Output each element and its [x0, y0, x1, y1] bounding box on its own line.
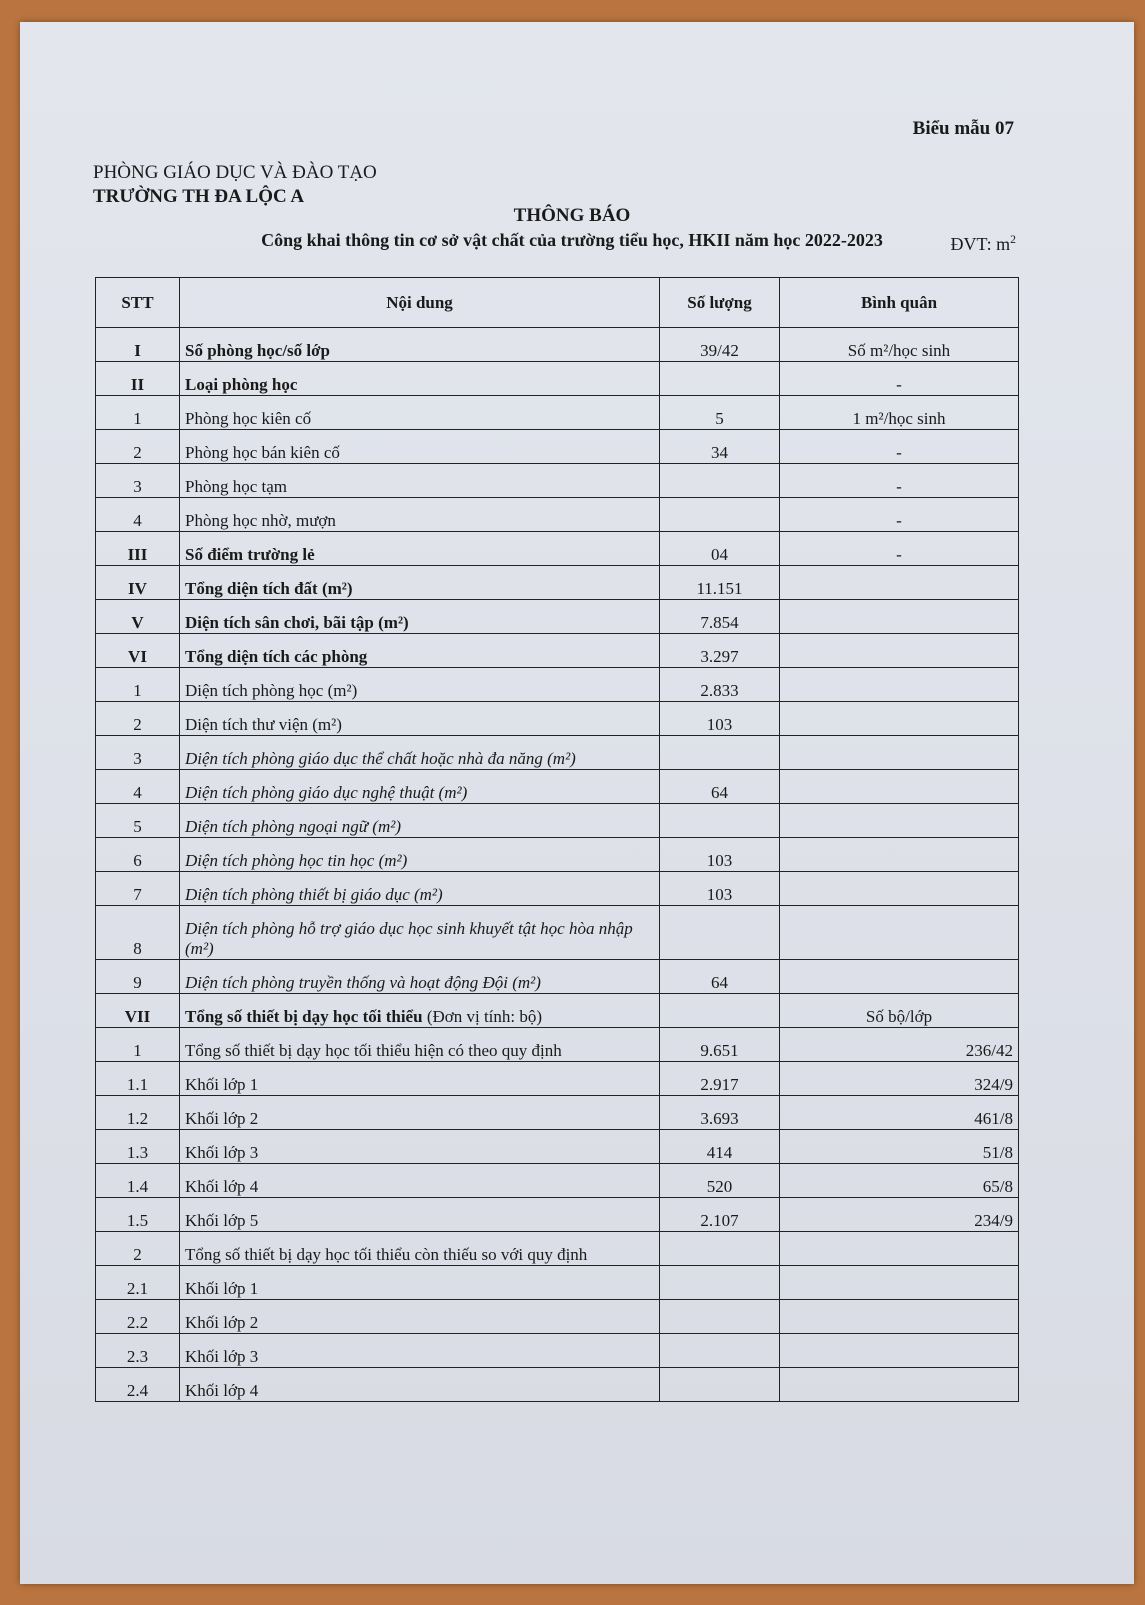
row-average: [780, 1368, 1019, 1402]
row-quantity: 520: [660, 1164, 780, 1198]
table-row: [96, 396, 1019, 430]
row-quantity: [660, 906, 780, 960]
row-average: -: [780, 532, 1019, 566]
row-average: 324/9: [780, 1062, 1019, 1096]
row-average: [780, 804, 1019, 838]
row-stt: IV: [96, 566, 180, 600]
row-content-text: Diện tích phòng thiết bị giáo dục (m²): [185, 885, 443, 904]
row-quantity: [660, 1232, 780, 1266]
row-content: [180, 1266, 660, 1300]
row-stt: V: [96, 600, 180, 634]
facilities-table: [95, 277, 1019, 1402]
row-average: [780, 702, 1019, 736]
row-stt: II: [96, 362, 180, 396]
row-content-text: Diện tích phòng truyền thống và hoạt động Đội (m²): [185, 973, 541, 992]
row-stt: VII: [96, 994, 180, 1028]
row-average: 236/42: [780, 1028, 1019, 1062]
table-row: [96, 1300, 1019, 1334]
row-quantity: 414: [660, 1130, 780, 1164]
row-content-text: Khối lớp 4: [185, 1177, 259, 1196]
row-content: [180, 1062, 660, 1096]
row-average: -: [780, 498, 1019, 532]
table-row: [96, 634, 1019, 668]
row-content: [180, 1300, 660, 1334]
table-row: [96, 532, 1019, 566]
row-average: [780, 634, 1019, 668]
row-content-text: Số điểm trường lẻ: [185, 545, 315, 564]
school-name: TRƯỜNG TH ĐA LỘC A: [93, 186, 305, 207]
row-quantity: [660, 1266, 780, 1300]
table-row: [96, 1130, 1019, 1164]
row-content-text: Tổng số thiết bị dạy học tối thiểu hiện có theo quy định: [185, 1041, 562, 1060]
row-average: [780, 770, 1019, 804]
table-row: [96, 804, 1019, 838]
row-content: [180, 668, 660, 702]
row-quantity: 7.854: [660, 600, 780, 634]
table-row: [96, 1096, 1019, 1130]
row-content-text: Phòng học kiên cố: [185, 409, 312, 428]
row-quantity: [660, 804, 780, 838]
row-average: [780, 906, 1019, 960]
row-content-text: Khối lớp 3: [185, 1347, 259, 1366]
row-average: 234/9: [780, 1198, 1019, 1232]
row-content-text: Diện tích thư viện (m²): [185, 715, 342, 734]
row-average: [780, 600, 1019, 634]
row-content-text: Khối lớp 3: [185, 1143, 259, 1162]
row-content-text: Phòng học nhờ, mượn: [185, 511, 336, 530]
row-content-text: Diện tích phòng giáo dục nghệ thuật (m²): [185, 783, 468, 802]
row-quantity: 103: [660, 838, 780, 872]
row-content: [180, 994, 660, 1028]
row-stt: 2.4: [96, 1368, 180, 1402]
row-stt: 1.5: [96, 1198, 180, 1232]
row-quantity: 39/42: [660, 328, 780, 362]
row-average: 65/8: [780, 1164, 1019, 1198]
table-row: [96, 362, 1019, 396]
row-average: [780, 872, 1019, 906]
row-average: [780, 1232, 1019, 1266]
row-content: [180, 1232, 660, 1266]
row-content-text: Số phòng học/số lớp: [185, 341, 330, 360]
row-stt: 1.1: [96, 1062, 180, 1096]
row-stt: I: [96, 328, 180, 362]
row-quantity: 9.651: [660, 1028, 780, 1062]
row-content-text: Khối lớp 2: [185, 1109, 259, 1128]
table-row: [96, 430, 1019, 464]
row-average: 51/8: [780, 1130, 1019, 1164]
row-content: [180, 906, 660, 960]
row-quantity: [660, 1334, 780, 1368]
row-content-text: Diện tích phòng học tin học (m²): [185, 851, 408, 870]
row-average: 461/8: [780, 1096, 1019, 1130]
row-content-text: Diện tích phòng hỗ trợ giáo dục học sinh khuyết tật học hòa nhập (m²): [185, 919, 633, 958]
col-header-stt: STT: [96, 278, 180, 328]
row-quantity: [660, 736, 780, 770]
row-content-text: Khối lớp 5: [185, 1211, 259, 1230]
row-quantity: 64: [660, 770, 780, 804]
form-number: Biểu mẫu 07: [912, 118, 1014, 139]
row-quantity: 5: [660, 396, 780, 430]
table-row: [96, 838, 1019, 872]
table-row: [96, 600, 1019, 634]
row-stt: 6: [96, 838, 180, 872]
table-row: [96, 1232, 1019, 1266]
row-content: [180, 838, 660, 872]
col-header-quantity: Số lượng: [660, 278, 780, 328]
row-content: [180, 804, 660, 838]
row-content-text: Tổng số thiết bị dạy học tối thiểu: [185, 1007, 423, 1026]
row-stt: 2.2: [96, 1300, 180, 1334]
row-stt: 1: [96, 1028, 180, 1062]
row-stt: 1.4: [96, 1164, 180, 1198]
table-row: [96, 1368, 1019, 1402]
table-header-row: [96, 278, 1019, 328]
table-row: [96, 770, 1019, 804]
row-stt: 8: [96, 906, 180, 960]
row-average: [780, 668, 1019, 702]
row-average: [780, 736, 1019, 770]
row-average: [780, 1334, 1019, 1368]
row-content-text: Diện tích phòng ngoại ngữ (m²): [185, 817, 401, 836]
row-average: -: [780, 430, 1019, 464]
row-stt: 3: [96, 736, 180, 770]
row-content: [180, 1130, 660, 1164]
table-row: [96, 1334, 1019, 1368]
table-row: [96, 702, 1019, 736]
row-stt: 2.1: [96, 1266, 180, 1300]
row-content: [180, 872, 660, 906]
row-average: [780, 566, 1019, 600]
row-quantity: [660, 498, 780, 532]
row-quantity: [660, 1368, 780, 1402]
row-content: [180, 960, 660, 994]
row-quantity: 2.107: [660, 1198, 780, 1232]
row-content-text: Khối lớp 1: [185, 1075, 259, 1094]
row-quantity: 64: [660, 960, 780, 994]
row-average: [780, 960, 1019, 994]
row-average: Số m²/học sinh: [780, 328, 1019, 362]
row-content-text: Loại phòng học: [185, 375, 298, 394]
row-content-text: Khối lớp 2: [185, 1313, 259, 1332]
row-content: [180, 770, 660, 804]
row-quantity: 04: [660, 532, 780, 566]
row-content: [180, 634, 660, 668]
row-quantity: 103: [660, 702, 780, 736]
row-stt: 1.3: [96, 1130, 180, 1164]
row-stt: III: [96, 532, 180, 566]
row-content: [180, 1334, 660, 1368]
table-row: [96, 498, 1019, 532]
row-content: [180, 566, 660, 600]
row-content-text: Phòng học tạm: [185, 477, 287, 496]
row-content: [180, 702, 660, 736]
table-body: [96, 328, 1019, 1402]
row-quantity: [660, 464, 780, 498]
row-content: [180, 1198, 660, 1232]
row-content: [180, 1368, 660, 1402]
row-quantity: 3.693: [660, 1096, 780, 1130]
row-average: [780, 838, 1019, 872]
row-quantity: 34: [660, 430, 780, 464]
row-content: [180, 464, 660, 498]
row-content-text: Tổng diện tích các phòng: [185, 647, 368, 666]
table-row: [96, 994, 1019, 1028]
table-row: [96, 668, 1019, 702]
row-stt: 2.3: [96, 1334, 180, 1368]
row-quantity: [660, 1300, 780, 1334]
row-content: [180, 1164, 660, 1198]
row-quantity: 2.917: [660, 1062, 780, 1096]
row-stt: 7: [96, 872, 180, 906]
row-quantity: [660, 994, 780, 1028]
row-content: [180, 600, 660, 634]
row-average: [780, 1266, 1019, 1300]
table-row: [96, 328, 1019, 362]
row-content: [180, 362, 660, 396]
row-quantity: 103: [660, 872, 780, 906]
row-content-text: Tổng diện tích đất (m²): [185, 579, 353, 598]
table-row: [96, 1198, 1019, 1232]
row-stt: 9: [96, 960, 180, 994]
row-average: -: [780, 464, 1019, 498]
row-content-text: Khối lớp 1: [185, 1279, 259, 1298]
row-stt: 2: [96, 430, 180, 464]
table-row: [96, 872, 1019, 906]
table-row: [96, 1266, 1019, 1300]
row-content-text: Khối lớp 4: [185, 1381, 259, 1400]
row-content-text: Phòng học bán kiên cố: [185, 443, 340, 462]
row-stt: 4: [96, 770, 180, 804]
table-row: [96, 906, 1019, 960]
row-stt: 2: [96, 702, 180, 736]
table-row: [96, 736, 1019, 770]
col-header-average: Bình quân: [780, 278, 1019, 328]
row-content-text: Diện tích sân chơi, bãi tập (m²): [185, 613, 409, 632]
table-row: [96, 1164, 1019, 1198]
row-average: [780, 1300, 1019, 1334]
row-content-text: Diện tích phòng học (m²): [185, 681, 358, 700]
row-stt: 1.2: [96, 1096, 180, 1130]
row-content-suffix: (Đơn vị tính: bộ): [422, 1007, 543, 1026]
row-content: [180, 328, 660, 362]
row-stt: 5: [96, 804, 180, 838]
document-subtitle: Công khai thông tin cơ sở vật chất của trường tiểu học, HKII năm học 2022-2023: [261, 230, 883, 250]
row-content: [180, 396, 660, 430]
row-quantity: 2.833: [660, 668, 780, 702]
row-average: -: [780, 362, 1019, 396]
row-content: [180, 430, 660, 464]
row-stt: 3: [96, 464, 180, 498]
table-row: [96, 960, 1019, 994]
table-row: [96, 1062, 1019, 1096]
table-row: [96, 566, 1019, 600]
row-quantity: [660, 362, 780, 396]
unit-label: ĐVT: $m^2$: [950, 233, 1016, 254]
row-content: [180, 498, 660, 532]
table-row: [96, 464, 1019, 498]
row-content-text: Tổng số thiết bị dạy học tối thiểu còn thiếu so với quy định: [185, 1245, 588, 1264]
row-content: [180, 1096, 660, 1130]
row-stt: 2: [96, 1232, 180, 1266]
row-content: [180, 736, 660, 770]
paper-sheet: [20, 22, 1134, 1584]
row-stt: VI: [96, 634, 180, 668]
row-content: [180, 1028, 660, 1062]
row-quantity: 11.151: [660, 566, 780, 600]
row-stt: 4: [96, 498, 180, 532]
row-average: 1 m²/học sinh: [780, 396, 1019, 430]
row-content-text: Diện tích phòng giáo dục thể chất hoặc nhà đa năng (m²): [185, 749, 576, 768]
row-average: Số bộ/lớp: [780, 994, 1019, 1028]
row-quantity: 3.297: [660, 634, 780, 668]
row-stt: 1: [96, 668, 180, 702]
table-row: [96, 1028, 1019, 1062]
col-header-content: Nội dung: [180, 278, 660, 328]
row-stt: 1: [96, 396, 180, 430]
row-content: [180, 532, 660, 566]
document-title: THÔNG BÁO: [513, 205, 631, 226]
department-name: PHÒNG GIÁO DỤC VÀ ĐÀO TẠO: [93, 162, 377, 183]
